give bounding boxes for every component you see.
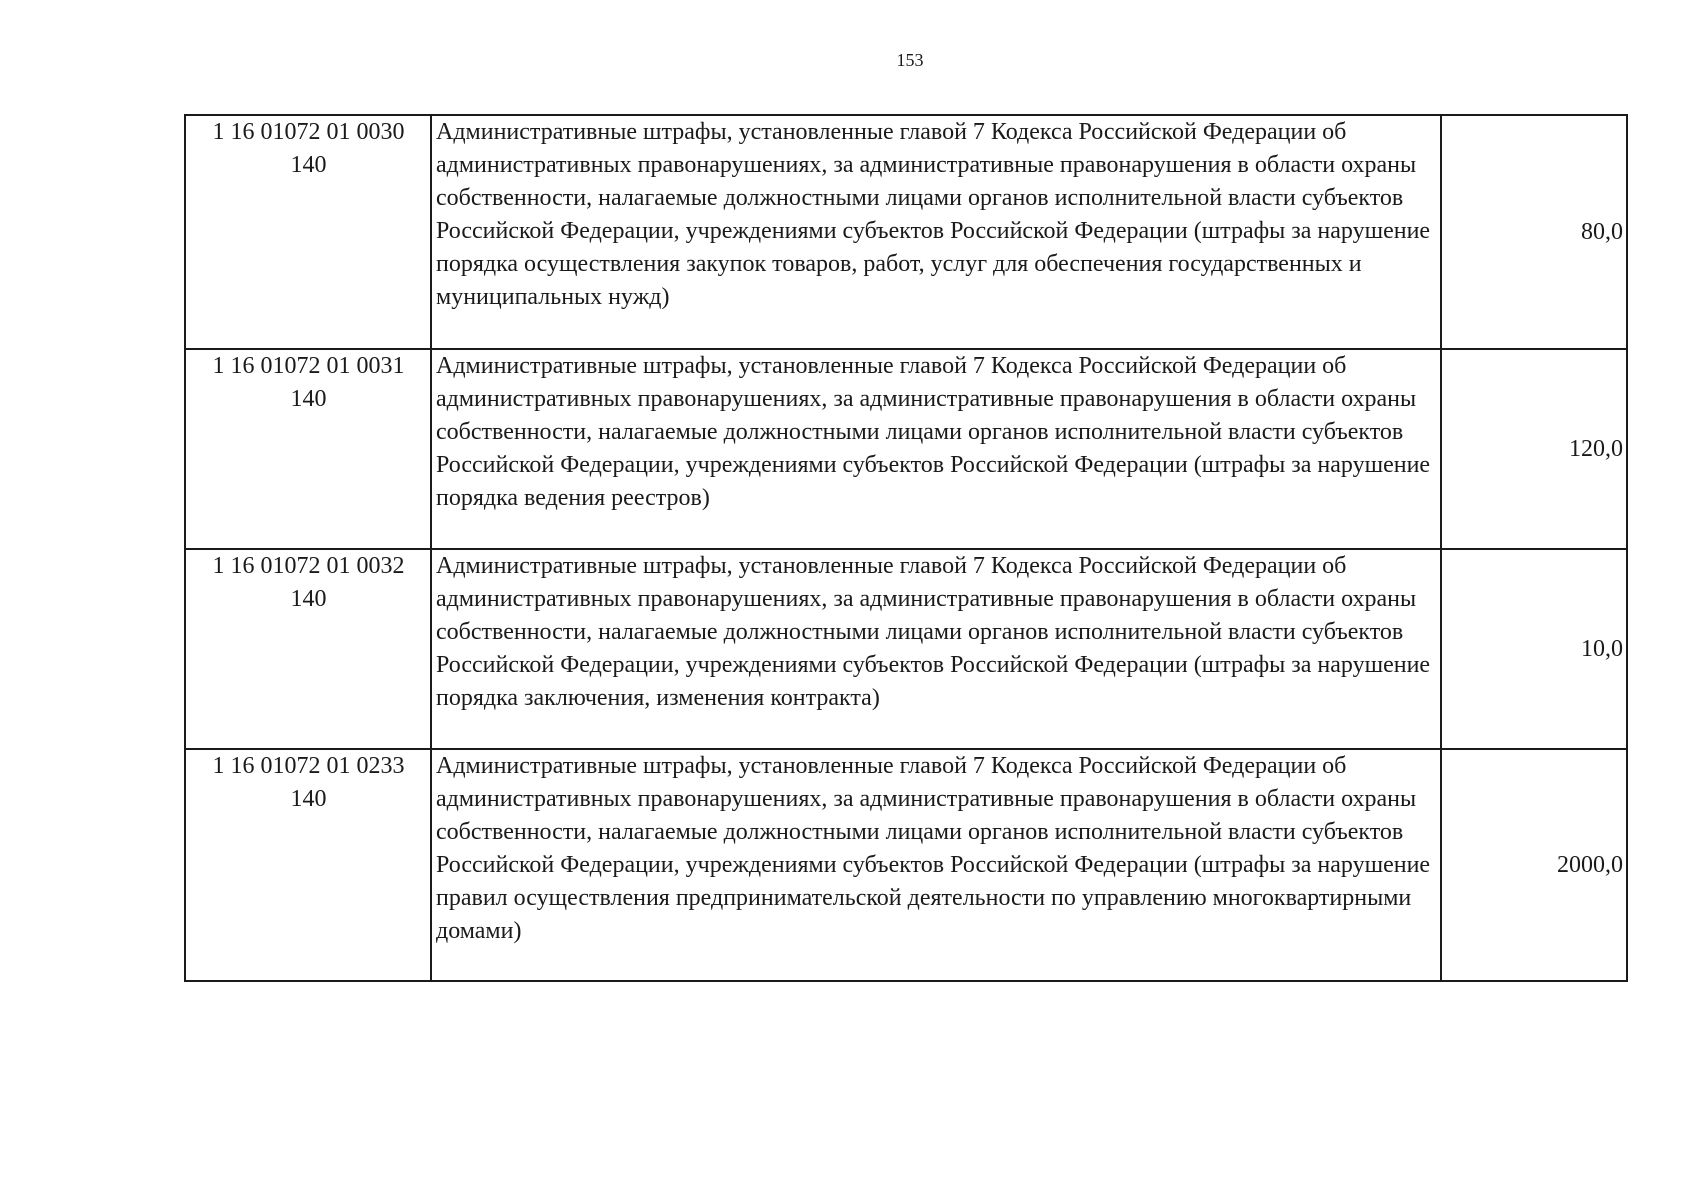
budget-code-cell bbox=[185, 349, 431, 549]
amount-cell: 10,0 bbox=[1441, 549, 1627, 749]
amount-cell: 2000,0 bbox=[1441, 749, 1627, 981]
budget-code-cell bbox=[185, 115, 431, 349]
budget-code: 1 16 01072 01 0032 bbox=[212, 553, 405, 579]
description-cell: Административные штрафы, установленные главой 7 Кодекса Российской Федерации об административных правонарушениях, за административные правонарушения в области охраны собственности, налагаемые должностными лицами органов исполнительной власти субъектов Российской Федерации, учреждениями субъектов Российской Федерации (штрафы за нарушение правил осуществления предпринимательской деятельности по управлению многоквартирными домами) bbox=[431, 749, 1441, 981]
table-row bbox=[185, 349, 1627, 549]
budget-code-cell bbox=[185, 749, 431, 981]
budget-revenue-table bbox=[184, 114, 1628, 982]
description-cell: Административные штрафы, установленные главой 7 Кодекса Российской Федерации об административных правонарушениях, за административные правонарушения в области охраны собственности, налагаемые должностными лицами органов исполнительной власти субъектов Российской Федерации, учреждениями субъектов Российской Федерации (штрафы за нарушение порядка ведения реестров) bbox=[431, 349, 1441, 549]
amount-cell: 80,0 bbox=[1441, 115, 1627, 349]
budget-code-suffix: 140 bbox=[290, 152, 327, 178]
table-row bbox=[185, 115, 1627, 349]
budget-code: 1 16 01072 01 0031 bbox=[212, 353, 405, 379]
description-cell: Административные штрафы, установленные главой 7 Кодекса Российской Федерации об административных правонарушениях, за административные правонарушения в области охраны собственности, налагаемые должностными лицами органов исполнительной власти субъектов Российской Федерации, учреждениями субъектов Российской Федерации (штрафы за нарушение порядка заключения, изменения контракта) bbox=[431, 549, 1441, 749]
table-row bbox=[185, 749, 1627, 981]
budget-code-suffix: 140 bbox=[290, 386, 327, 412]
budget-code-suffix: 140 bbox=[290, 586, 327, 612]
budget-code-cell bbox=[185, 549, 431, 749]
budget-code: 1 16 01072 01 0233 bbox=[212, 753, 405, 779]
table-row bbox=[185, 549, 1627, 749]
budget-code: 1 16 01072 01 0030 bbox=[212, 119, 405, 145]
amount-cell: 120,0 bbox=[1441, 349, 1627, 549]
description-cell: Административные штрафы, установленные главой 7 Кодекса Российской Федерации об административных правонарушениях, за административные правонарушения в области охраны собственности, налагаемые должностными лицами органов исполнительной власти субъектов Российской Федерации, учреждениями субъектов Российской Федерации (штрафы за нарушение порядка осуществления закупок товаров, работ, услуг для обеспечения государственных и муниципальных нужд) bbox=[431, 115, 1441, 349]
page-number: 153 bbox=[896, 50, 924, 70]
budget-code-suffix: 140 bbox=[290, 786, 327, 812]
